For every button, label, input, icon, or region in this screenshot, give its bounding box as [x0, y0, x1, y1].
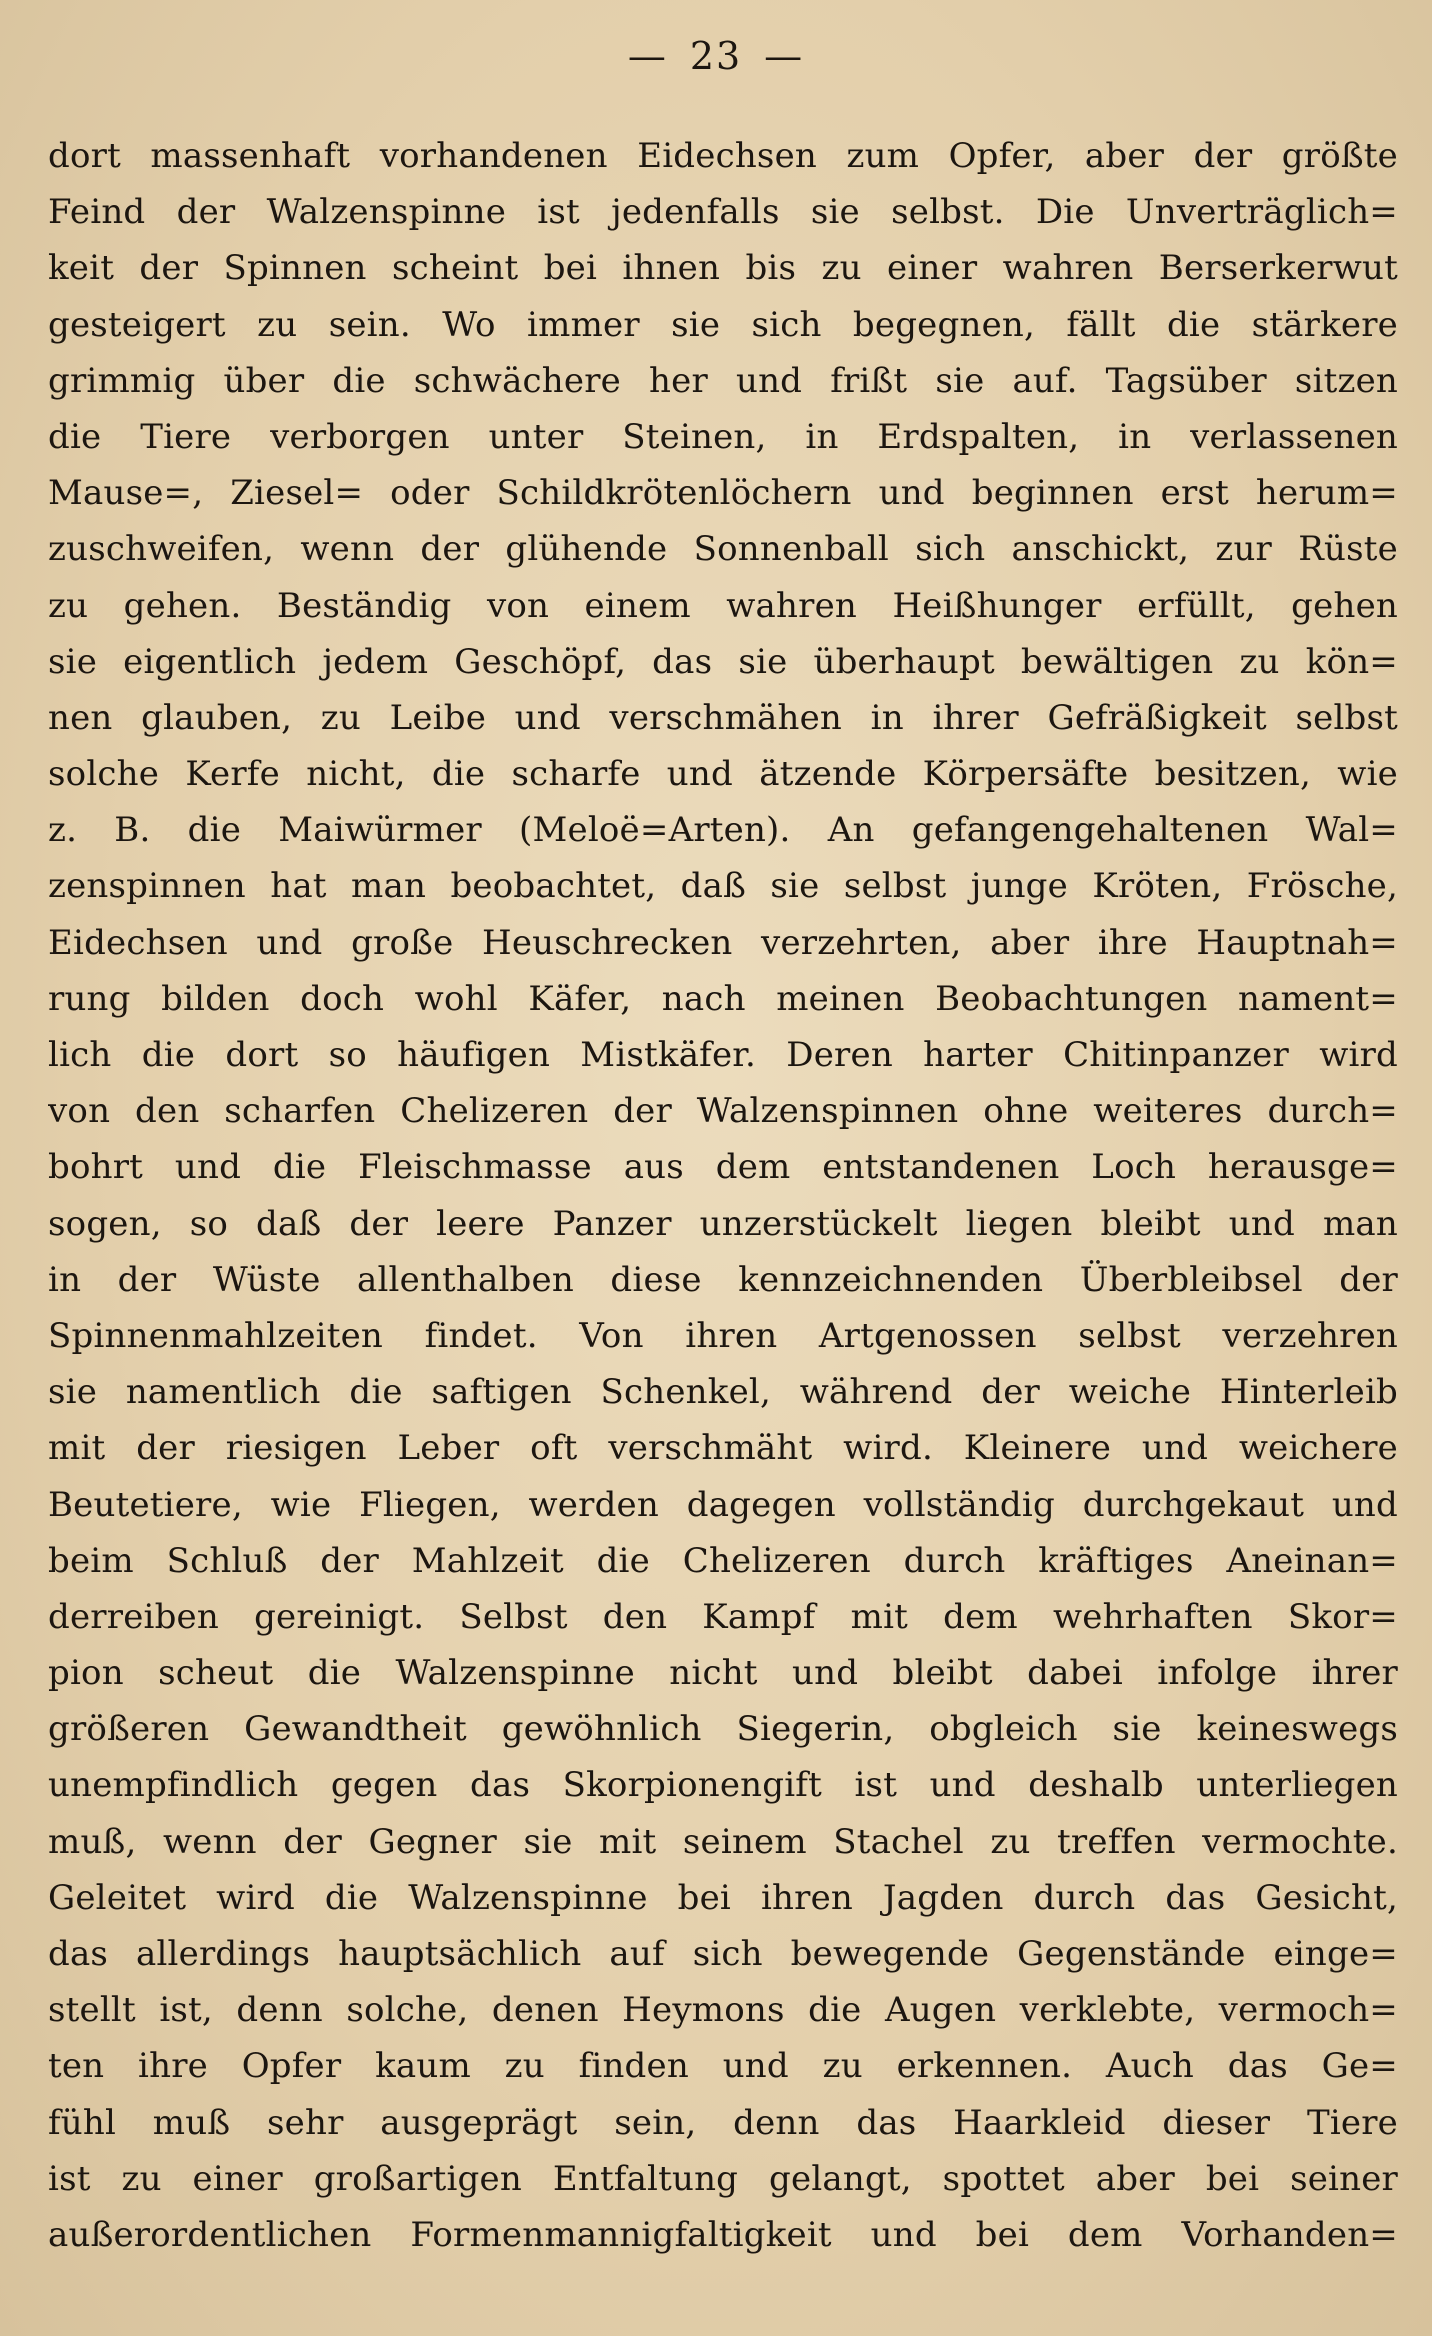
text-line: zu gehen. Beständig von einem wahren Heißhunger erfüllt, gehen [48, 585, 1398, 626]
text-line: sogen, so daß der leere Panzer unzerstückelt liegen bleibt und man [48, 1203, 1398, 1244]
text-line: sie eigentlich jedem Geschöpf, das sie überhaupt bewältigen zu kön= [48, 641, 1398, 682]
text-line: unempfindlich gegen das Skorpionengift ist und deshalb unterliegen [48, 1765, 1398, 1806]
text-line: gesteigert zu sein. Wo immer sie sich begegnen, fällt die stärkere [48, 304, 1398, 345]
text-line: solche Kerfe nicht, die scharfe und ätzende Körpersäfte besitzen, wie [48, 754, 1398, 795]
text-line: keit der Spinnen scheint bei ihnen bis zu einer wahren Berserkerwut [48, 248, 1398, 289]
text-line: größeren Gewandtheit gewöhnlich Siegerin, obgleich sie keineswegs [48, 1709, 1398, 1750]
text-line: Geleitet wird die Walzenspinne bei ihren Jagden durch das Gesicht, [48, 1877, 1398, 1918]
text-line: stellt ist, denn solche, denen Heymons die Augen verklebte, vermoch= [48, 1990, 1398, 2031]
text-line: ist zu einer großartigen Entfaltung gelangt, spottet aber bei seiner [48, 2158, 1398, 2199]
page-number-dash-right: — [764, 34, 805, 78]
text-line: fühl muß sehr ausgeprägt sein, denn das Haarkleid dieser Tiere [48, 2102, 1398, 2143]
body-text [48, 128, 1398, 2263]
text-line: zuschweifen, wenn der glühende Sonnenball sich anschickt, zur Rüste [48, 529, 1398, 570]
text-line: lich die dort so häufigen Mistkäfer. Deren harter Chitinpanzer wird [48, 1035, 1398, 1075]
text-line: nen glauben, zu Leibe und verschmähen in ihrer Gefräßigkeit selbst [48, 697, 1398, 738]
text-line: in der Wüste allenthalben diese kennzeichnenden Überbleibsel der [48, 1259, 1398, 1300]
page-number-dash-left: — [627, 34, 668, 78]
text-line: außerordentlichen Formenmannigfaltigkeit und bei dem Vorhanden= [48, 2214, 1398, 2255]
page-number-header [0, 34, 1432, 78]
text-line: von den scharfen Chelizeren der Walzenspinnen ohne weiteres durch= [48, 1091, 1398, 1132]
text-line: z. B. die Maiwürmer (Meloë=Arten). An gefangengehaltenen Wal= [48, 810, 1398, 851]
text-line: bohrt und die Fleischmasse aus dem entstandenen Loch herausge= [48, 1147, 1398, 1188]
text-line: muß, wenn der Gegner sie mit seinem Stachel zu treffen vermochte. [48, 1821, 1398, 1862]
text-line: Spinnenmahlzeiten findet. Von ihren Artgenossen selbst verzehren [48, 1315, 1398, 1356]
text-line: zenspinnen hat man beobachtet, daß sie selbst junge Kröten, Frösche, [48, 866, 1398, 907]
text-line: pion scheut die Walzenspinne nicht und bleibt dabei infolge ihrer [48, 1653, 1398, 1694]
text-line: mit der riesigen Leber oft verschmäht wird. Kleinere und weichere [48, 1428, 1398, 1469]
text-line: beim Schluß der Mahlzeit die Chelizeren durch kräftiges Aneinan= [48, 1540, 1398, 1581]
text-line: Mause=, Ziesel= oder Schildkrötenlöchern und beginnen erst herum= [48, 473, 1398, 514]
text-line: rung bilden doch wohl Käfer, nach meinen Beobachtungen nament= [48, 978, 1398, 1019]
text-line: Beutetiere, wie Fliegen, werden dagegen vollständig durchgekaut und [48, 1484, 1398, 1525]
text-line: Eidechsen und große Heuschrecken verzehrten, aber ihre Hauptnah= [48, 922, 1398, 963]
text-line: derreiben gereinigt. Selbst den Kampf mit dem wehrhaften Skor= [48, 1596, 1398, 1637]
text-line: dort massenhaft vorhandenen Eidechsen zum Opfer, aber der größte [48, 136, 1398, 176]
text-line: grimmig über die schwächere her und frißt sie auf. Tagsüber sitzen [48, 360, 1398, 401]
text-line: das allerdings hauptsächlich auf sich bewegende Gegenstände einge= [48, 1934, 1398, 1974]
text-line: ten ihre Opfer kaum zu finden und zu erkennen. Auch das Ge= [48, 2046, 1398, 2087]
page-number: 23 [689, 34, 743, 78]
text-line: die Tiere verborgen unter Steinen, in Erdspalten, in verlassenen [48, 416, 1398, 457]
text-line: Feind der Walzenspinne ist jedenfalls sie selbst. Die Unverträglich= [48, 192, 1398, 233]
text-line: sie namentlich die saftigen Schenkel, während der weiche Hinterleib [48, 1372, 1398, 1413]
